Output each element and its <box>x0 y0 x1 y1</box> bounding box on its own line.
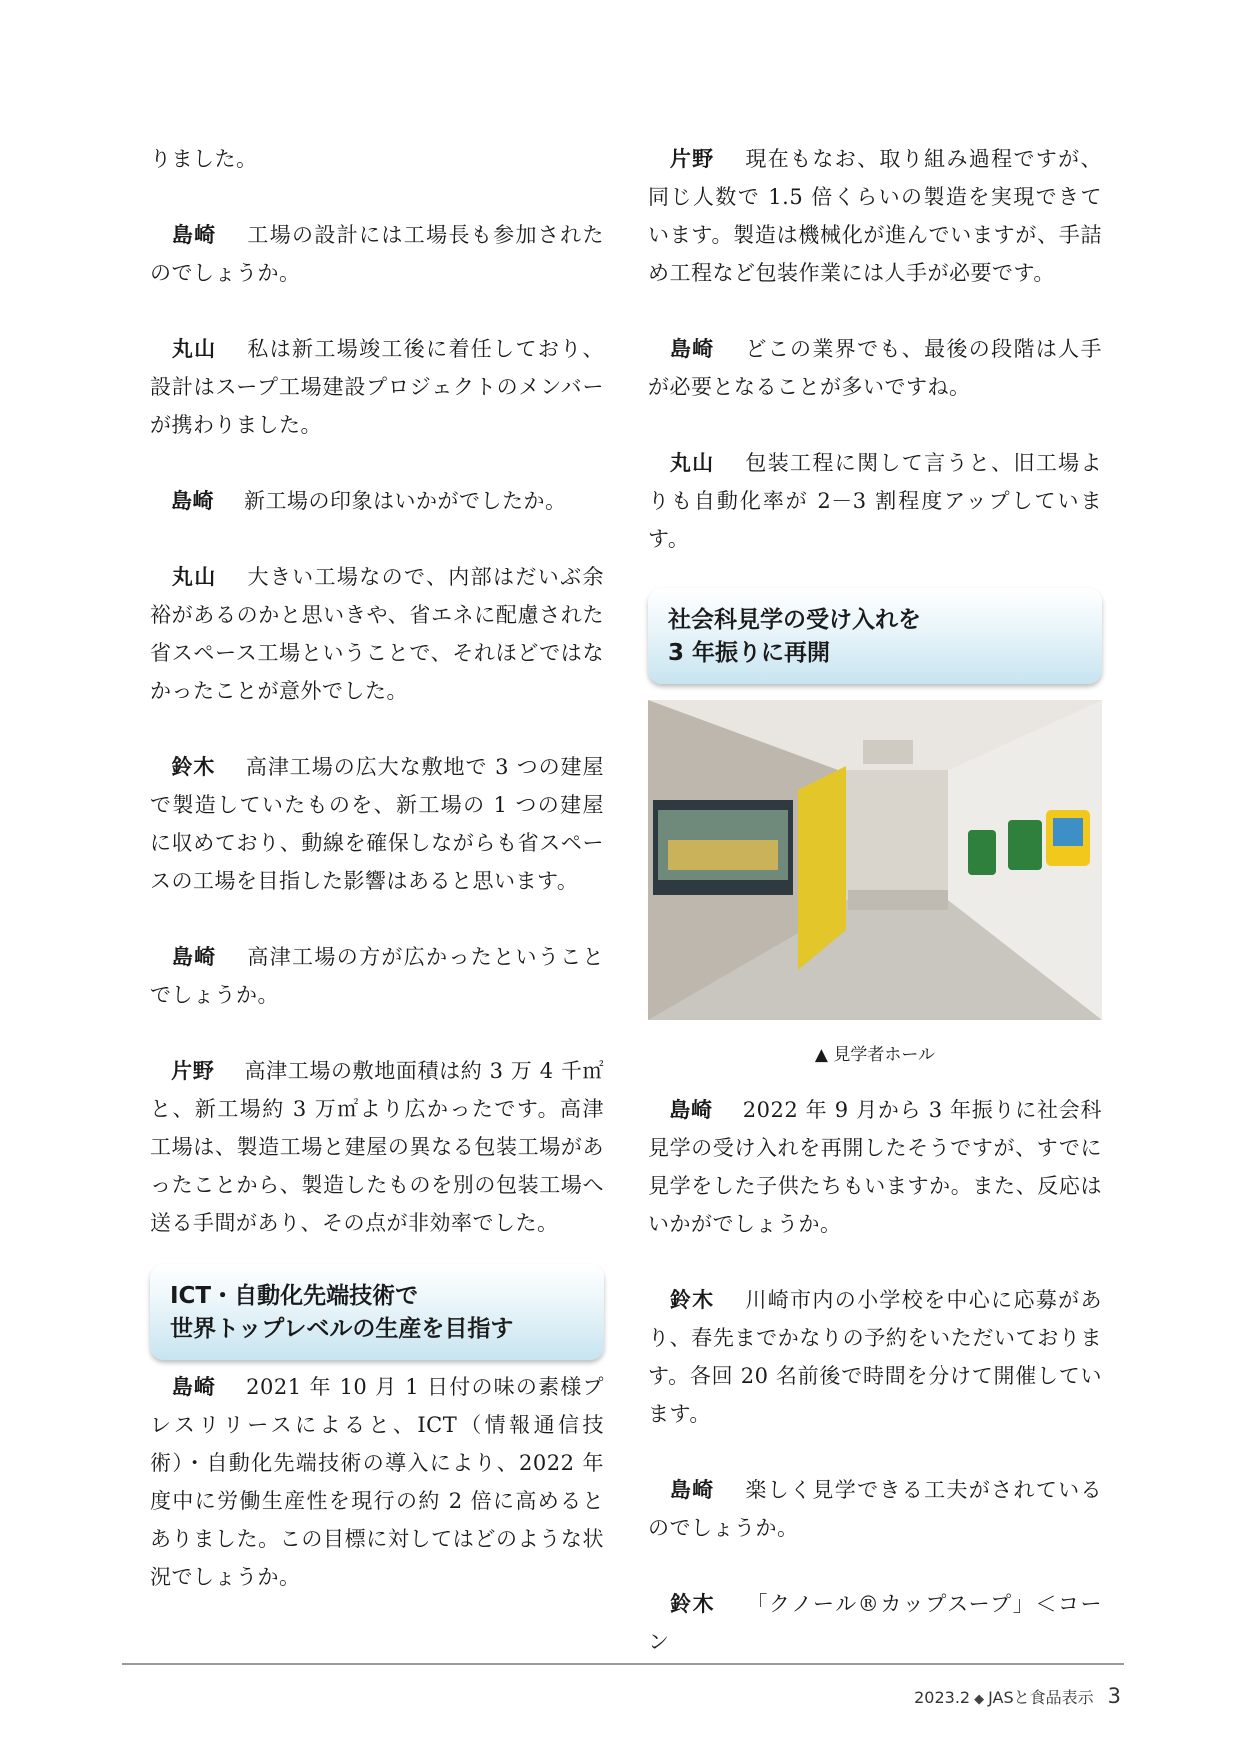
dialogue-paragraph <box>150 1368 604 1596</box>
dialogue-paragraph <box>648 1471 1102 1547</box>
paragraph-text: りました。 <box>150 147 258 171</box>
visitor-hall-photo <box>648 700 1102 1020</box>
dialogue-text: 高津工場の広大な敷地で 3 つの建屋で製造していたものを、新工場の 1 つの建屋に収めており、動線を確保しながらも省スペースの工場を目指した影響はあると思います。 <box>150 755 605 893</box>
dialogue-text: 「クノール®カップスープ」＜コーン <box>648 1592 1102 1654</box>
left-column <box>150 140 604 1596</box>
footer-divider <box>122 1663 1124 1665</box>
speaker-name: 島崎 <box>669 1098 713 1122</box>
dialogue-paragraph <box>150 1052 604 1242</box>
speaker-name: 島崎 <box>669 337 715 361</box>
section-heading-line: 3 年振りに再開 <box>668 640 831 666</box>
speaker-name: 島崎 <box>171 945 217 969</box>
section-gap <box>150 1242 604 1262</box>
dialogue-text: どこの業界でも、最後の段階は人手が必要となることが多いですね。 <box>648 337 1103 399</box>
dialogue-text: 楽しく見学できる工夫がされているのでしょうか。 <box>648 1478 1103 1540</box>
section-heading-line: 社会科見学の受け入れを <box>668 607 921 633</box>
paragraph-gap <box>150 520 604 558</box>
paragraph-gap <box>150 1014 604 1052</box>
section-heading-line: ICT・自動化先端技術で <box>170 1283 419 1309</box>
dialogue-paragraph <box>150 482 604 520</box>
paragraph-gap <box>648 292 1102 330</box>
paragraph-gap <box>150 178 604 216</box>
photo-caption: ▲ 見学者ホール <box>814 1045 936 1065</box>
dialogue-paragraph <box>150 938 604 1014</box>
paragraph-gap <box>150 900 604 938</box>
paragraph-gap <box>648 1547 1102 1585</box>
dialogue-paragraph <box>150 216 604 292</box>
speaker-name: 丸山 <box>171 565 217 589</box>
dialogue-paragraph <box>648 1281 1102 1433</box>
speaker-name: 島崎 <box>171 489 214 513</box>
dialogue-text: 高津工場の敷地面積は約 3 万 4 千㎡と、新工場約 3 万㎡より広かったです。高津工場は、製造工場と建屋の異なる包装工場があったことから、製造したものを別の包装工場へ送る手間があり、その点が非効率でした。 <box>150 1059 605 1235</box>
paragraph <box>150 140 604 178</box>
section-heading <box>648 588 1102 684</box>
dialogue-paragraph <box>150 558 604 710</box>
section-heading-line: 世界トップレベルの生産を目指す <box>170 1316 514 1342</box>
dialogue-paragraph <box>648 330 1102 406</box>
paragraph-gap <box>648 1433 1102 1471</box>
speaker-name: 丸山 <box>171 337 217 361</box>
paragraph-gap <box>648 1243 1102 1281</box>
paragraph-gap <box>150 292 604 330</box>
speaker-name: 鈴木 <box>171 755 216 779</box>
speaker-name: 片野 <box>669 147 715 171</box>
paragraph-gap <box>150 710 604 748</box>
page-number: 3 <box>1107 1684 1121 1708</box>
dialogue-text: 2022 年 9 月から 3 年振りに社会科見学の受け入れを再開したそうですが、すでに見学をした子供たちもいますか。また、反応はいかがでしょうか。 <box>648 1098 1103 1236</box>
dialogue-text: 包装工程に関して言うと、旧工場よりも自動化率が 2－3 割程度アップしています。 <box>648 451 1103 551</box>
speaker-name: 片野 <box>171 1059 215 1083</box>
dialogue-text: 2021 年 10 月 1 日付の味の素様プレスリリースによると、ICT（情報通信技術）・自動化先端技術の導入により、2022 年度中に労働生産性を現行の約 2 倍に高めるとありました。この目標に対してはどのような状況でしょうか。 <box>150 1375 605 1589</box>
speaker-name: 鈴木 <box>669 1592 716 1616</box>
paragraph-gap <box>150 444 604 482</box>
dialogue-paragraph <box>150 748 604 900</box>
speaker-name: 島崎 <box>171 223 217 247</box>
diamond-icon: ◆ <box>974 1692 985 1707</box>
paragraph-gap <box>648 406 1102 444</box>
footer-issue: 2023.2 <box>914 1688 971 1707</box>
footer-publication: JASと食品表示 <box>988 1688 1094 1707</box>
dialogue-paragraph <box>648 444 1102 558</box>
dialogue-text: 大きい工場なので、内部はだいぶ余裕があるのかと思いきや、省エネに配慮された省スペース工場ということで、それほどではなかったことが意外でした。 <box>150 565 604 703</box>
speaker-name: 鈴木 <box>669 1288 715 1312</box>
dialogue-text: 私は新工場竣工後に着任しており、設計はスープ工場建設プロジェクトのメンバーが携わりました。 <box>150 337 605 437</box>
dialogue-text: 新工場の印象はいかがでしたか。 <box>244 489 567 513</box>
dialogue-text: 工場の設計には工場長も参加されたのでしょうか。 <box>150 223 605 285</box>
page-footer <box>914 1684 1121 1708</box>
dialogue-text: 高津工場の方が広かったということでしょうか。 <box>150 945 605 1007</box>
dialogue-paragraph <box>648 1091 1102 1243</box>
photo-frame <box>648 700 1102 1020</box>
dialogue-paragraph <box>648 1585 1102 1661</box>
speaker-name: 島崎 <box>171 1375 217 1399</box>
dialogue-text: 川崎市内の小学校を中心に応募があり、春先までかなりの予約をいただいております。各回 20 名前後で時間を分けて開催しています。 <box>648 1288 1103 1426</box>
section-gap <box>648 558 1102 586</box>
speaker-name: 島崎 <box>669 1478 715 1502</box>
dialogue-text: 現在もなお、取り組み過程ですが、同じ人数で 1.5 倍くらいの製造を実現できています。製造は機械化が進んでいますが、手詰め工程など包装作業には人手が必要です。 <box>648 147 1103 285</box>
dialogue-paragraph <box>150 330 604 444</box>
right-column <box>648 140 1102 1661</box>
dialogue-paragraph <box>648 140 1102 292</box>
section-heading <box>150 1264 604 1360</box>
speaker-name: 丸山 <box>669 451 715 475</box>
